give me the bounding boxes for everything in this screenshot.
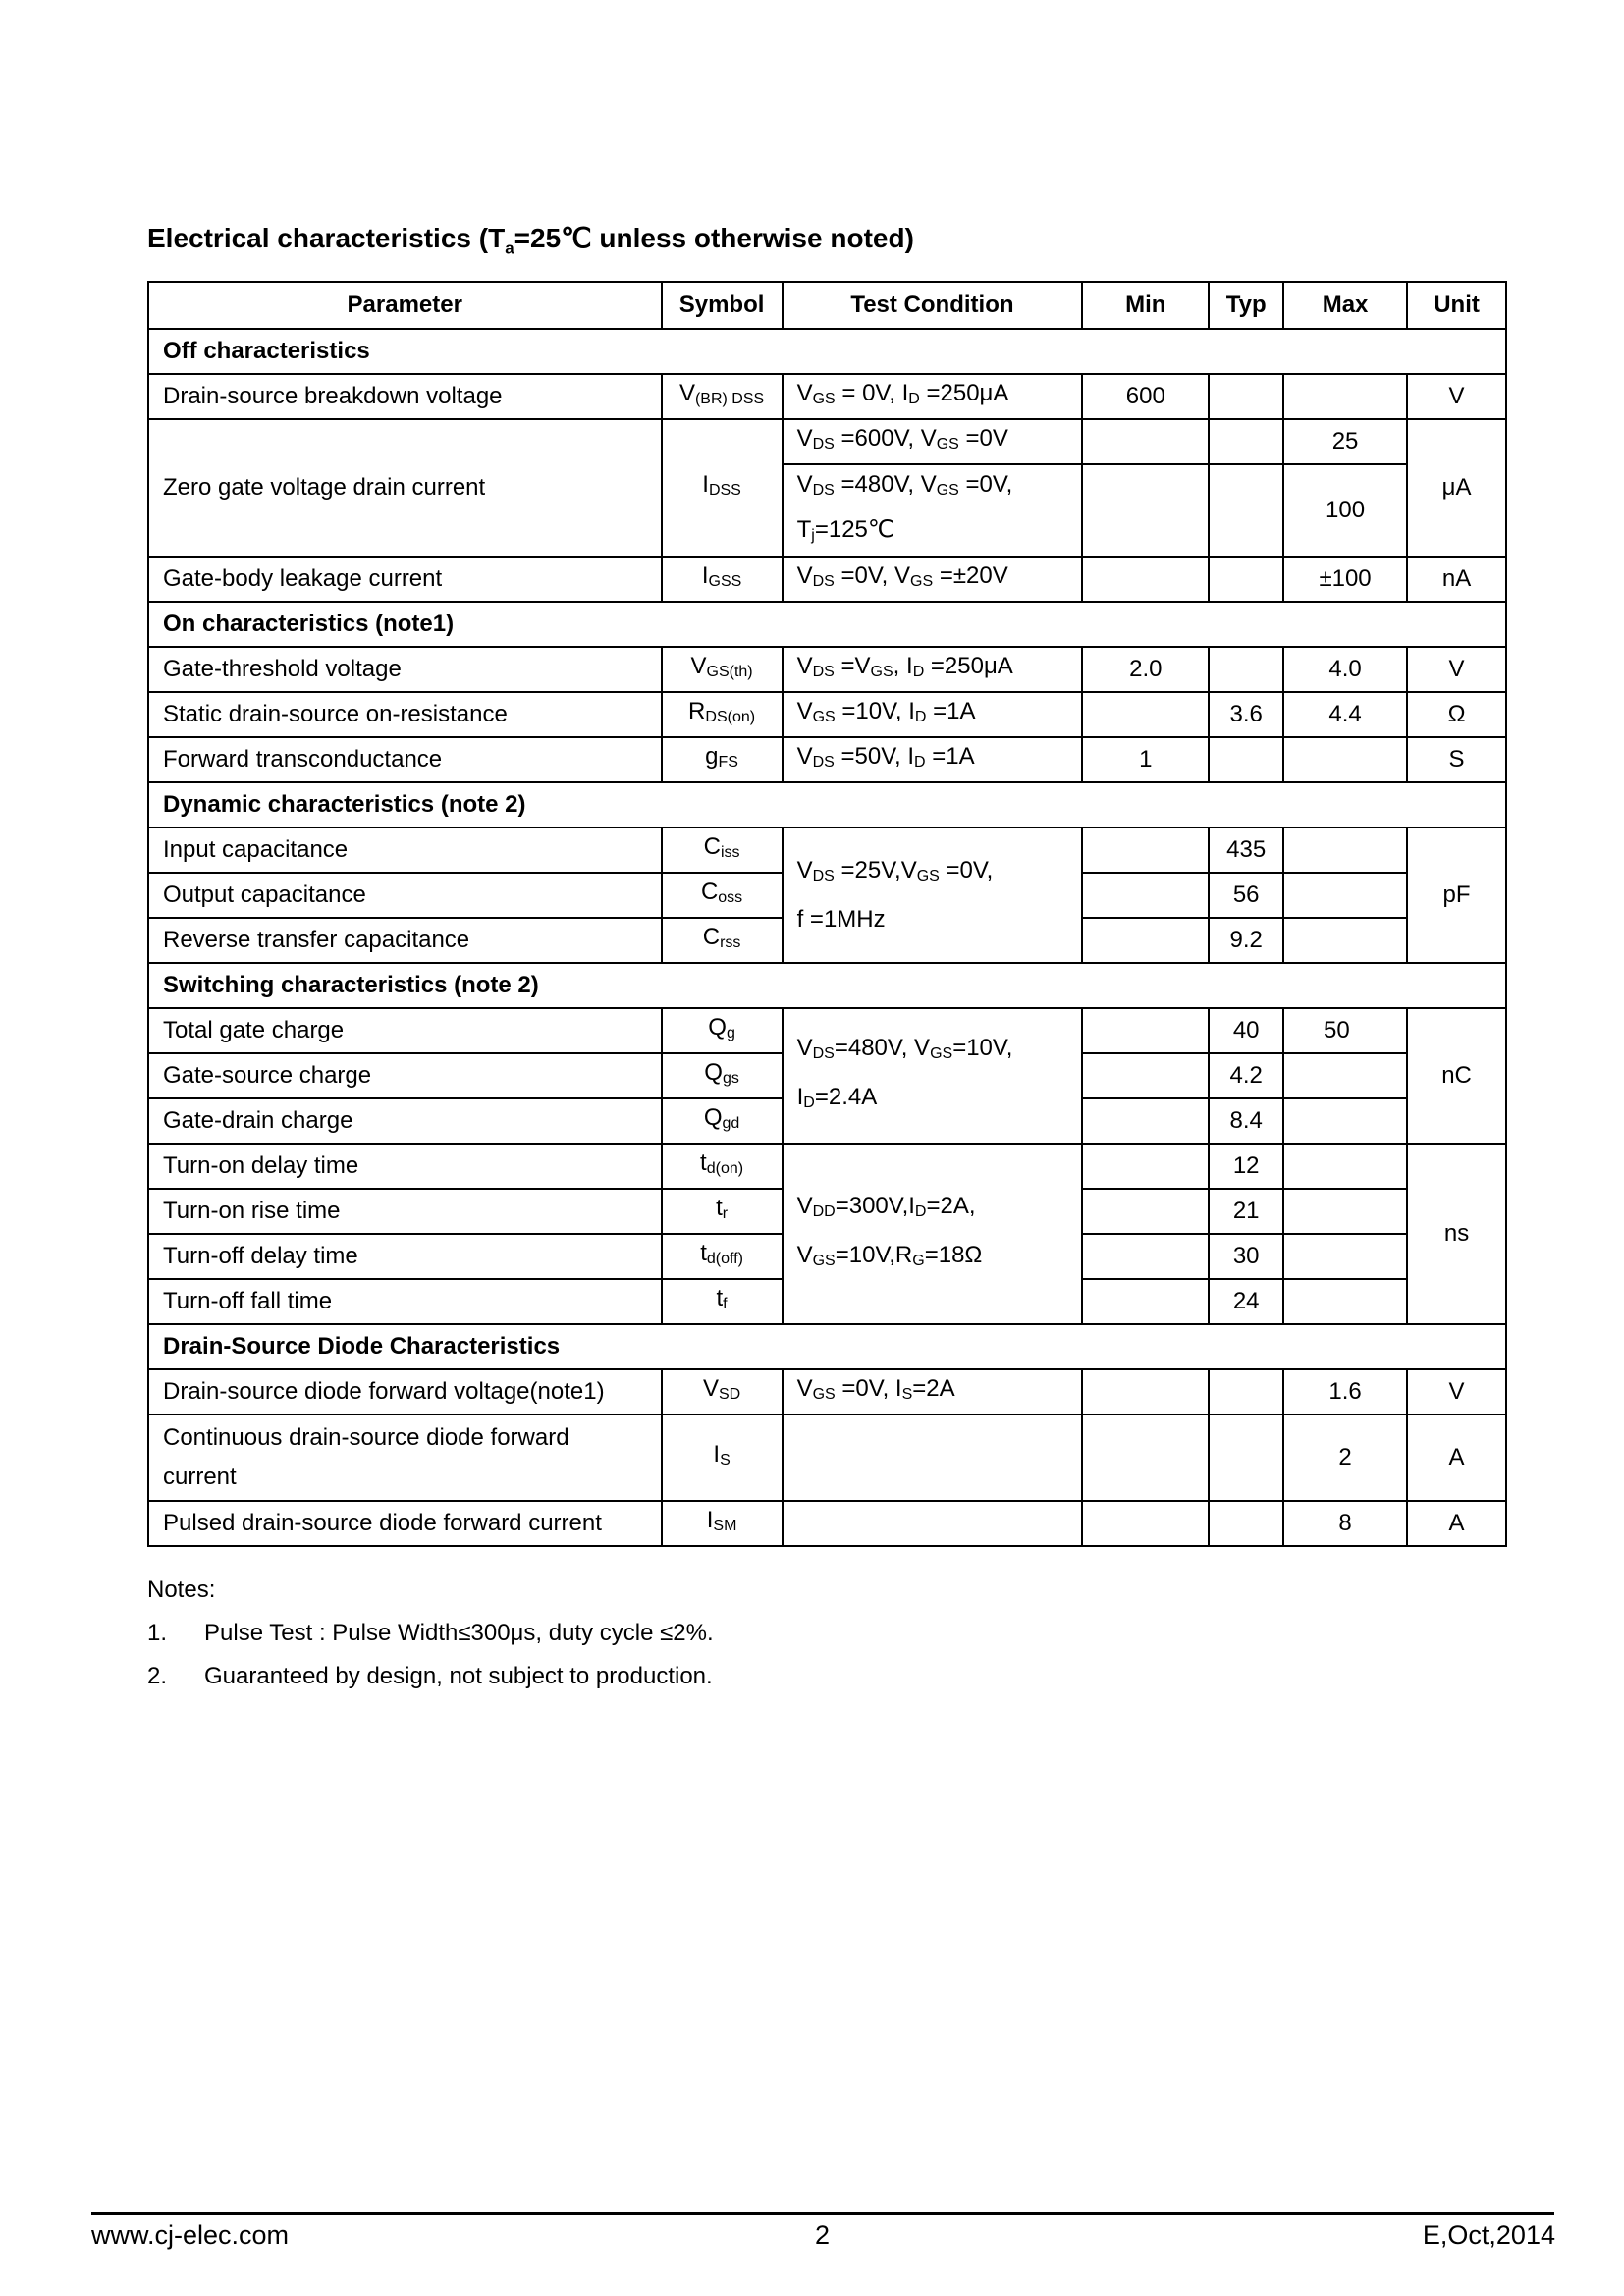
typ-cell <box>1209 419 1283 464</box>
max-cell: 25 <box>1283 419 1407 464</box>
header-parameter: Parameter <box>148 282 662 329</box>
section-title: Off characteristics <box>148 329 1506 374</box>
symbol-cell: VGS(th) <box>662 647 783 692</box>
condition-cell: VDS =0V, VGS =±20V <box>783 557 1083 602</box>
unit-cell: A <box>1407 1415 1506 1501</box>
param-cell: Gate-drain charge <box>148 1098 662 1144</box>
condition-cell: VDS =50V, ID =1A <box>783 737 1083 782</box>
unit-cell: S <box>1407 737 1506 782</box>
param-cell: Turn-off delay time <box>148 1234 662 1279</box>
note-item <box>147 1612 714 1655</box>
note-number: 2. <box>147 1663 168 1689</box>
min-cell <box>1082 464 1209 557</box>
section-row <box>148 602 1506 647</box>
table-row <box>148 1369 1506 1415</box>
max-cell: ±100 <box>1283 557 1407 602</box>
max-cell <box>1283 374 1407 419</box>
condition-cell: VGS =0V, IS=2A <box>783 1369 1083 1415</box>
condition-cell: VDS=480V, VGS=10V, ID=2.4A <box>783 1008 1083 1144</box>
table-row <box>148 1415 1506 1501</box>
max-cell <box>1283 918 1407 963</box>
header-condition: Test Condition <box>783 282 1083 329</box>
max-cell: 8 <box>1283 1501 1407 1546</box>
max-cell <box>1283 828 1407 873</box>
symbol-cell: Qg <box>662 1008 783 1053</box>
param-cell: Reverse transfer capacitance <box>148 918 662 963</box>
symbol-cell: Crss <box>662 918 783 963</box>
typ-cell: 24 <box>1209 1279 1283 1324</box>
symbol-cell: td(on) <box>662 1144 783 1189</box>
condition-cell: VDS =25V,VGS =0V, f =1MHz <box>783 828 1083 963</box>
typ-cell: 12 <box>1209 1144 1283 1189</box>
unit-cell: nA <box>1407 557 1506 602</box>
param-cell: Forward transconductance <box>148 737 662 782</box>
unit-cell: ns <box>1407 1144 1506 1324</box>
param-cell: Gate-threshold voltage <box>148 647 662 692</box>
param-cell: Pulsed drain-source diode forward current <box>148 1501 662 1546</box>
table-row <box>148 419 1506 464</box>
param-cell: Gate-body leakage current <box>148 557 662 602</box>
min-cell <box>1082 1144 1209 1189</box>
max-cell <box>1283 1098 1407 1144</box>
symbol-cell: gFS <box>662 737 783 782</box>
max-cell: 4.0 <box>1283 647 1407 692</box>
max-cell: 1.6 <box>1283 1369 1407 1415</box>
min-cell <box>1082 1053 1209 1098</box>
table-row <box>148 1008 1506 1053</box>
condition-cell: VDD=300V,ID=2A, VGS=10V,RG=18Ω <box>783 1144 1083 1324</box>
min-cell <box>1082 1501 1209 1546</box>
min-cell <box>1082 873 1209 918</box>
min-cell <box>1082 692 1209 737</box>
param-cell: Drain-source diode forward voltage(note1) <box>148 1369 662 1415</box>
table-row <box>148 374 1506 419</box>
table-row <box>148 828 1506 873</box>
table-row <box>148 737 1506 782</box>
param-cell: Static drain-source on-resistance <box>148 692 662 737</box>
condition-cell: VDS =480V, VGS =0V, Tj=125℃ <box>783 464 1083 557</box>
typ-cell <box>1209 647 1283 692</box>
typ-cell: 9.2 <box>1209 918 1283 963</box>
symbol-cell: td(off) <box>662 1234 783 1279</box>
header-symbol: Symbol <box>662 282 783 329</box>
section-title: Dynamic characteristics (note 2) <box>148 782 1506 828</box>
min-cell <box>1082 1098 1209 1144</box>
min-cell <box>1082 1008 1209 1053</box>
max-cell: 100 <box>1283 464 1407 557</box>
typ-cell: 435 <box>1209 828 1283 873</box>
note-text: Pulse Test : Pulse Width≤300μs, duty cycle ≤2%. <box>204 1620 714 1646</box>
typ-cell: 21 <box>1209 1189 1283 1234</box>
symbol-cell: V(BR) DSS <box>662 374 783 419</box>
section-row <box>148 329 1506 374</box>
typ-cell: 56 <box>1209 873 1283 918</box>
symbol-cell: IGSS <box>662 557 783 602</box>
unit-cell: μA <box>1407 419 1506 557</box>
footer-website: www.cj-elec.com <box>91 2220 290 2250</box>
max-cell <box>1283 873 1407 918</box>
note-item <box>147 1655 714 1698</box>
typ-cell <box>1209 374 1283 419</box>
notes-heading: Notes: <box>147 1576 216 1603</box>
footer-divider <box>91 2212 1554 2215</box>
param-cell: Input capacitance <box>148 828 662 873</box>
unit-cell: Ω <box>1407 692 1506 737</box>
unit-cell: V <box>1407 647 1506 692</box>
symbol-cell: ISM <box>662 1501 783 1546</box>
max-cell: 2 <box>1283 1415 1407 1501</box>
param-cell: Zero gate voltage drain current <box>148 419 662 557</box>
header-typ: Typ <box>1209 282 1283 329</box>
header-unit: Unit <box>1407 282 1506 329</box>
param-cell: Turn-off fall time <box>148 1279 662 1324</box>
min-cell <box>1082 1369 1209 1415</box>
param-cell: Continuous drain-source diode forward current <box>148 1415 662 1501</box>
max-cell <box>1283 1189 1407 1234</box>
symbol-cell: Coss <box>662 873 783 918</box>
min-cell <box>1082 419 1209 464</box>
note-text: Guaranteed by design, not subject to production. <box>204 1663 713 1689</box>
param-cell: Turn-on rise time <box>148 1189 662 1234</box>
section-row <box>148 1324 1506 1369</box>
section-title: Drain-Source Diode Characteristics <box>148 1324 1506 1369</box>
condition-cell: VDS =VGS, ID =250μA <box>783 647 1083 692</box>
table-row <box>148 1501 1506 1546</box>
section-title: Switching characteristics (note 2) <box>148 963 1506 1008</box>
param-cell: Drain-source breakdown voltage <box>148 374 662 419</box>
typ-cell: 8.4 <box>1209 1098 1283 1144</box>
table-row <box>148 1144 1506 1189</box>
max-cell <box>1283 1234 1407 1279</box>
symbol-cell: Ciss <box>662 828 783 873</box>
param-cell: Gate-source charge <box>148 1053 662 1098</box>
unit-cell: nC <box>1407 1008 1506 1144</box>
min-cell <box>1082 828 1209 873</box>
note-number: 1. <box>147 1620 168 1646</box>
typ-cell <box>1209 557 1283 602</box>
symbol-cell: RDS(on) <box>662 692 783 737</box>
symbol-cell: Qgd <box>662 1098 783 1144</box>
notes-section <box>147 1569 714 1698</box>
symbol-cell: IS <box>662 1415 783 1501</box>
min-cell <box>1082 1415 1209 1501</box>
min-cell <box>1082 1189 1209 1234</box>
min-cell <box>1082 1279 1209 1324</box>
unit-cell: V <box>1407 1369 1506 1415</box>
max-cell <box>1283 737 1407 782</box>
typ-cell <box>1209 1501 1283 1546</box>
table-row <box>148 647 1506 692</box>
typ-cell <box>1209 1369 1283 1415</box>
section-row <box>148 963 1506 1008</box>
min-cell <box>1082 918 1209 963</box>
typ-cell <box>1209 1415 1283 1501</box>
typ-cell: 30 <box>1209 1234 1283 1279</box>
condition-cell: VDS =600V, VGS =0V <box>783 419 1083 464</box>
condition-cell <box>783 1501 1083 1546</box>
symbol-cell: VSD <box>662 1369 783 1415</box>
header-min: Min <box>1082 282 1209 329</box>
section-row <box>148 782 1506 828</box>
symbol-cell: IDSS <box>662 419 783 557</box>
unit-cell: pF <box>1407 828 1506 963</box>
footer-revision-date: E,Oct,2014 <box>1422 2220 1555 2250</box>
page-title: Electrical characteristics ($T_a=25℃$ unless otherwise noted) <box>147 223 914 258</box>
min-cell: 600 <box>1082 374 1209 419</box>
max-cell <box>1283 1053 1407 1098</box>
unit-cell: A <box>1407 1501 1506 1546</box>
min-cell <box>1082 557 1209 602</box>
typ-cell: 40 <box>1209 1008 1283 1053</box>
table-row <box>148 692 1506 737</box>
param-cell: Output capacitance <box>148 873 662 918</box>
symbol-cell: Qgs <box>662 1053 783 1098</box>
table-header-row <box>148 282 1506 329</box>
param-cell: Turn-on delay time <box>148 1144 662 1189</box>
footer-page-number: 2 <box>815 2220 831 2250</box>
condition-cell: VGS = 0V, ID =250μA <box>783 374 1083 419</box>
typ-cell <box>1209 464 1283 557</box>
typ-cell <box>1209 737 1283 782</box>
condition-cell: VGS =10V, ID =1A <box>783 692 1083 737</box>
electrical-characteristics-table <box>147 281 1507 1547</box>
symbol-cell: tf <box>662 1279 783 1324</box>
typ-cell: 3.6 <box>1209 692 1283 737</box>
param-cell: Total gate charge <box>148 1008 662 1053</box>
min-cell <box>1082 1234 1209 1279</box>
max-cell: 50 <box>1283 1008 1407 1053</box>
symbol-cell: tr <box>662 1189 783 1234</box>
max-cell <box>1283 1144 1407 1189</box>
table-row <box>148 557 1506 602</box>
max-cell <box>1283 1279 1407 1324</box>
typ-cell: 4.2 <box>1209 1053 1283 1098</box>
unit-cell: V <box>1407 374 1506 419</box>
min-cell: 2.0 <box>1082 647 1209 692</box>
header-max: Max <box>1283 282 1407 329</box>
section-title: On characteristics (note1) <box>148 602 1506 647</box>
condition-cell <box>783 1415 1083 1501</box>
max-cell: 4.4 <box>1283 692 1407 737</box>
min-cell: 1 <box>1082 737 1209 782</box>
